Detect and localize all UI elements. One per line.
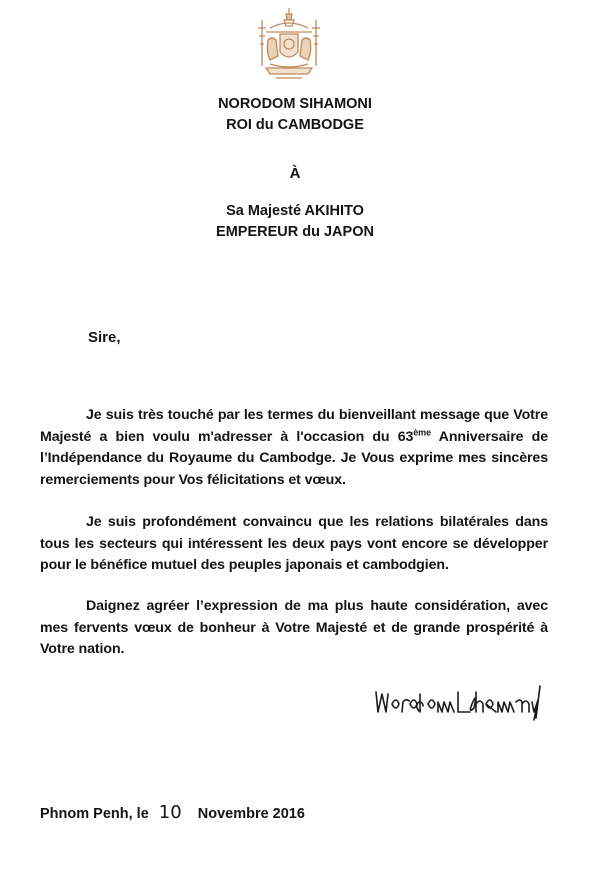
paragraph-relations — [40, 512, 548, 577]
recipient-name: Sa Majesté AKIHITO — [226, 203, 364, 219]
paragraph-relations-text: Je suis profondément convaincu que les relations bilatérales dans tous les secteurs qui intéressent les deux pays vont encore se développer pour le bénéfice mutuel des peuples japonais et cambodgien. — [40, 514, 548, 573]
recipient-title: EMPEREUR du JAPON — [216, 224, 374, 240]
month-year-text: Novembre 2016 — [197, 806, 305, 822]
paragraph-closing-text: Daignez agréer l’expression de ma plus haute considération, avec mes fervents vœux de bonheur à Votre Majesté et de grande prospérité à Votre nation. — [40, 598, 548, 657]
superscript-ordinal: ème — [413, 426, 431, 437]
place-text: Phnom Penh, le — [40, 806, 149, 822]
royal-coat-of-arms-icon — [256, 6, 322, 82]
paragraph-thanks — [40, 405, 548, 491]
paragraph-closing — [40, 596, 548, 661]
paragraph-thanks-text-1: Je suis très touché par les termes du bienveillant message que Votre Majesté a bien voulu m'adresser à l'occasion du 63 — [40, 407, 548, 445]
handwritten-day: 10 — [158, 802, 182, 823]
to-marker: À — [289, 165, 301, 182]
sender-name: NORODOM SIHAMONI — [218, 96, 372, 112]
handwritten-signature — [372, 682, 548, 722]
place-and-date — [40, 802, 305, 823]
salutation: Sire, — [88, 329, 121, 346]
paragraph-thanks-text-2: Anniversaire de l’Indépendance du Royaume du Cambodge. Je Vous exprime mes sincères remerciements pour Vos félicitations et vœux. — [40, 428, 548, 488]
sender-title: ROI du CAMBODGE — [226, 117, 364, 133]
